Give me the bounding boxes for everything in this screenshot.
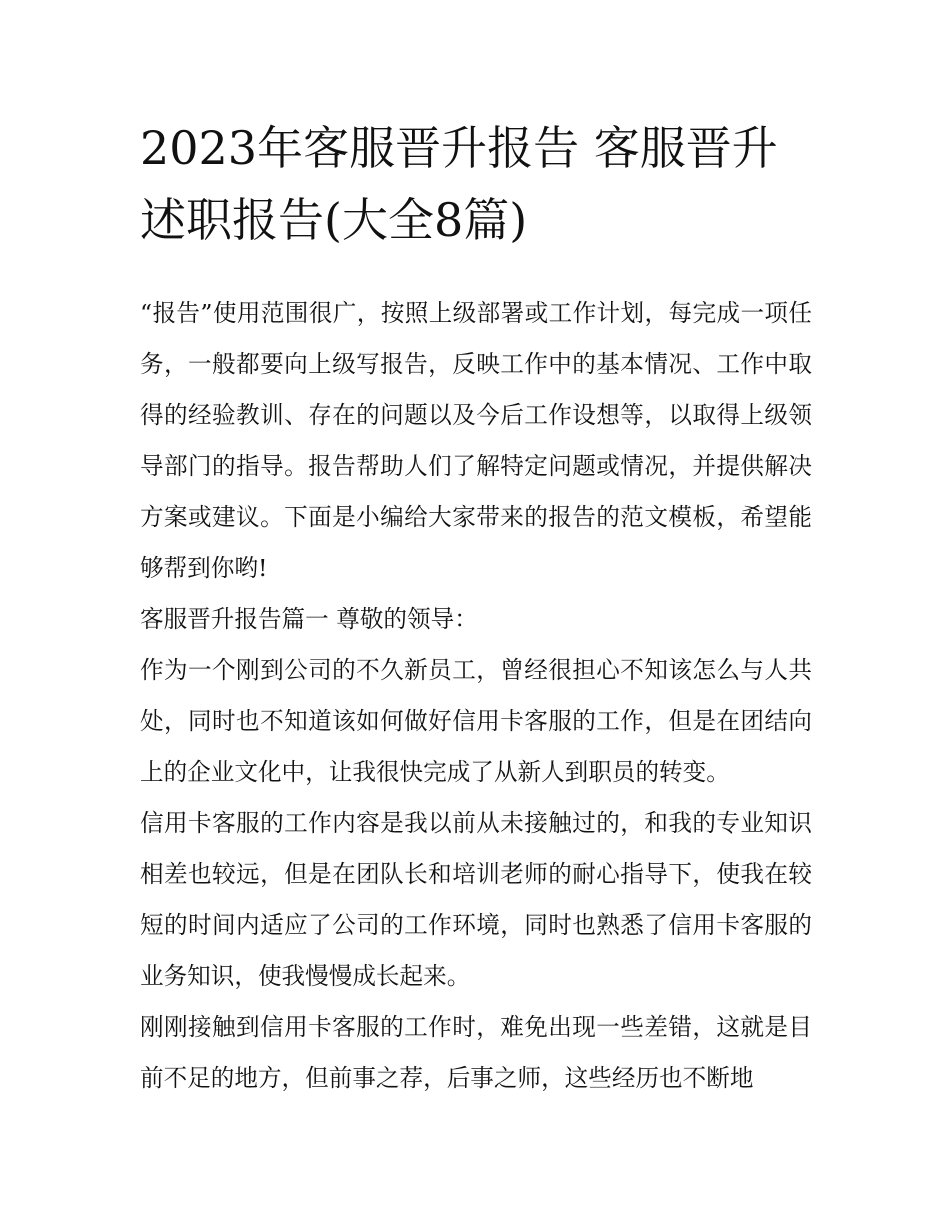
section-heading: 客服晋升报告篇一 尊敬的领导： [140, 605, 478, 633]
document-title: 2023年客服晋升报告 客服晋升述职报告(大全8篇) [140, 121, 778, 247]
body-paragraph-2: 信用卡客服的工作内容是我以前从未接触过的，和我的专业知识相差也较远，但是在团队长和培训老师的耐心指导下，使我在较短的时间内适应了公司的工作环境，同时也熟悉了信用卡客服的业务知识，使我慢慢成长起来。 [140, 809, 812, 990]
intro-paragraph: “报告”使用范围很广，按照上级部署或工作计划，每完成一项任务，一般都要向上级写报告，反映工作中的基本情况、工作中取得的经验教训、存在的问题以及今后工作设想等，以取得上级领导部门的指导。报告帮助人们了解特定问题或情况，并提供解决方案或建议。下面是小编给大家带来的报告的范文模板，希望能够帮到你哟! [140, 299, 812, 582]
body-paragraph-1: 作为一个刚到公司的不久新员工，曾经很担心不知该怎么与人共处，同时也不知道该如何做好信用卡客服的工作，但是在团结向上的企业文化中，让我很快完成了从新人到职员的转变。 [140, 656, 812, 786]
body-paragraph-3: 刚刚接触到信用卡客服的工作时，难免出现一些差错，这就是目前不足的地方，但前事之荐，后事之师，这些经历也不断地 [140, 1013, 812, 1092]
document-page [140, 112, 812, 1104]
document-body [140, 288, 812, 1104]
